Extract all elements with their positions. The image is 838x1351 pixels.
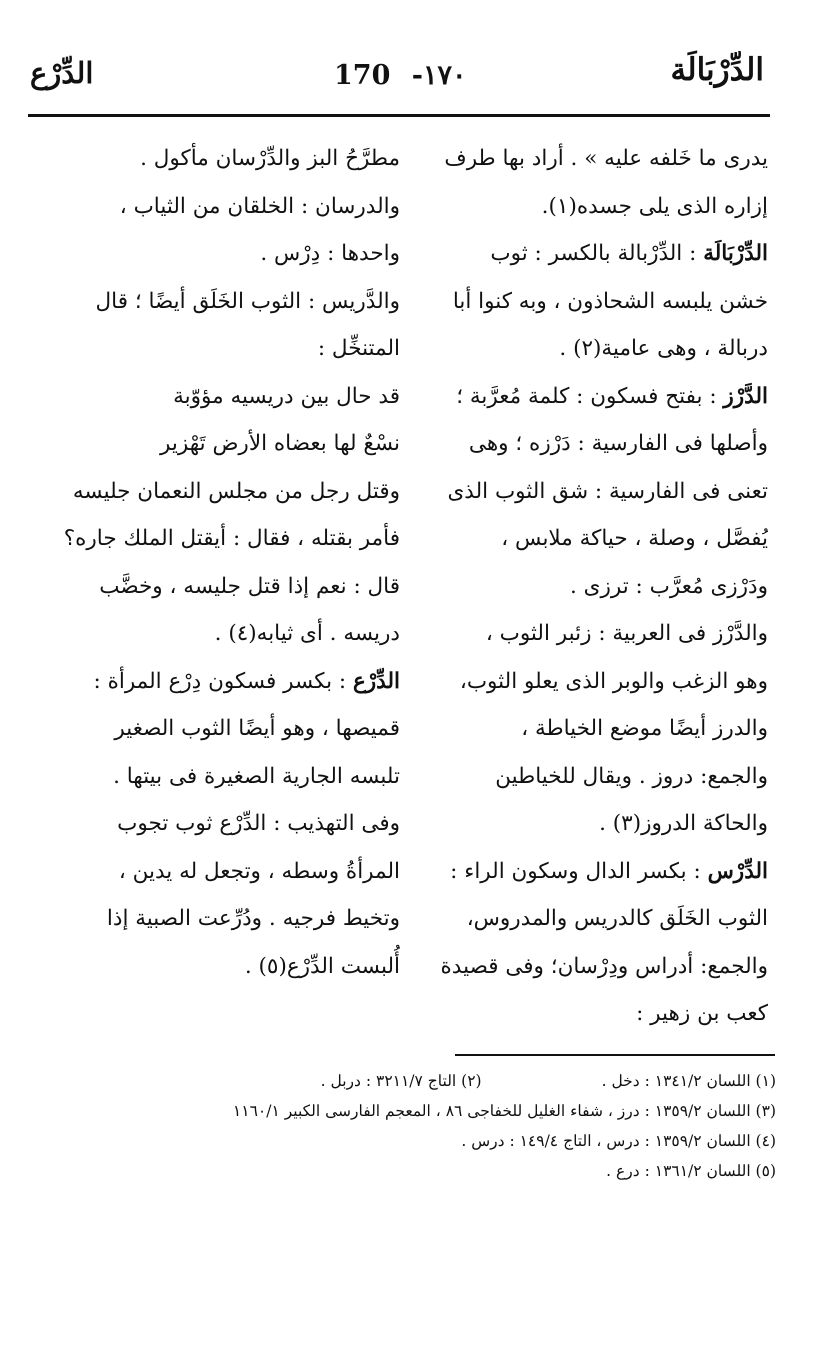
text-line: قال : نعم إذا قتل جليسه ، وخضَّب — [99, 573, 400, 599]
running-head-right: الدِّرْبَالَة — [670, 52, 764, 88]
entry-headword: الدَّرْز — [723, 383, 768, 409]
entry-headword: الدِّرْع — [352, 668, 400, 694]
text-line: خشن يلبسه الشحاذون ، وبه كنوا أبا — [452, 288, 768, 314]
footnote-1: (١) اللسان ١٣٤١/٢ : دخل . — [601, 1072, 776, 1090]
page-number — [328, 60, 473, 91]
footnote-2: (٢) التاج ٣٢١١/٧ : دربل . — [320, 1072, 482, 1090]
text-line: وهو الزغب والوبر الذى يعلو الثوب، — [459, 668, 768, 694]
footnote-rule — [455, 1054, 775, 1056]
text-line: المرأةُ وسطه ، وتجعل له يدين ، — [118, 858, 400, 884]
page-header — [0, 0, 838, 110]
text-line: واحدها : دِرْس . — [260, 241, 400, 266]
text-line: الثوب الخَلَق كالدريس والمدروس، — [466, 906, 768, 931]
text-line: دريسه . أى ثيابه(٤) . — [214, 621, 400, 646]
page-number-latin: 170 — [334, 60, 391, 91]
text-line: أُلبست الدِّرْع(٥) . — [244, 953, 400, 979]
text-line: والحاكة الدروز(٣) . — [599, 811, 768, 836]
text-line: يُفصَّل ، وصلة ، حياكة ملابس ، — [501, 526, 768, 551]
text-line: كعب بن زهير : — [636, 1001, 768, 1026]
text-line: والدَّرْز فى العربية : زئبر الثوب ، — [485, 621, 768, 646]
right-column — [423, 135, 768, 1038]
text-line: والدرز أيضًا موضع الخياطة ، — [521, 716, 768, 741]
text-line: الدِّرْع : بكسر فسكون دِرْع المرأة : — [93, 668, 400, 694]
text-line: والجمع: أدراس ودِرْسان؛ وفى قصيدة — [440, 953, 768, 979]
running-head-left: الدِّرْع — [30, 56, 94, 90]
header-rule — [28, 114, 770, 117]
left-column — [60, 135, 400, 990]
footnotes — [56, 1066, 776, 1186]
text-line: والجمع: دروز . ويقال للخياطين — [495, 763, 768, 789]
text-line: دربالة ، وهى عامية(٢) . — [559, 336, 768, 361]
text-line: إزاره الذى يلى جسده(١). — [541, 193, 768, 219]
text-line: المتنخِّل : — [317, 336, 400, 361]
text-line: وفى التهذيب : الدِّرْع ثوب تجوب — [117, 811, 400, 836]
entry-headword: الدِّرْس — [707, 858, 768, 884]
text-line: وقتل رجل من مجلس النعمان جليسه — [72, 478, 400, 504]
text-line: والدرسان : الخلقان من الثياب ، — [119, 193, 400, 219]
footnote-5: (٥) اللسان ١٣٦١/٢ : درع . — [606, 1162, 776, 1180]
page-number-arabic: -١٧٠ — [411, 60, 467, 91]
text-line: تعنى فى الفارسية : شق الثوب الذى — [447, 478, 768, 504]
text-line: يدرى ما خَلفه عليه » . أراد بها طرف — [444, 146, 768, 171]
text-line: وتخيط فرجيه . ودُرِّعت الصبية إذا — [106, 906, 400, 931]
text-line: تلبسه الجارية الصغيرة فى بيتها . — [113, 763, 400, 789]
text-line: نسْعٌ لها بعضاه الأرض تَهْزير — [160, 431, 400, 456]
text-line: قد حال بين دريسيه مؤوّبة — [173, 383, 400, 409]
text-line: والدَّريس : الثوب الخَلَق أيضًا ؛ قال — [95, 288, 400, 314]
footnote-row-1 — [56, 1066, 776, 1096]
text-line: ودَرْزى مُعرَّب : ترزى . — [569, 573, 768, 599]
footnote-3: (٣) اللسان ١٣٥٩/٢ : درز ، شفاء الغليل للخفاجى ٨٦ ، المعجم الفارسى الكبير ١١٦٠/١ — [232, 1102, 776, 1120]
footnote-4: (٤) اللسان ١٣٥٩/٢ : درس ، التاج ١٤٩/٤ : درس . — [461, 1132, 776, 1150]
text-line: فأمر بقتله ، فقال : أيقتل الملك جاره؟ — [63, 526, 400, 551]
text-line: مطرَّحُ البز والدِّرْسان مأكول . — [140, 146, 400, 171]
text-line: قميصها ، وهو أيضًا الثوب الصغير — [114, 716, 400, 741]
text-line: الدَّرْز : بفتح فسكون : كلمة مُعرَّبة ؛ — [456, 383, 768, 409]
text-line: الدِّرْس : بكسر الدال وسكون الراء : — [450, 858, 768, 884]
text-line: وأصلها فى الفارسية : دَرْزه ؛ وهى — [468, 431, 768, 456]
text-line: الدِّرْبَالَة : الدِّرْبالة بالكسر : ثوب — [490, 241, 768, 266]
entry-headword: الدِّرْبَالَة — [703, 241, 768, 266]
